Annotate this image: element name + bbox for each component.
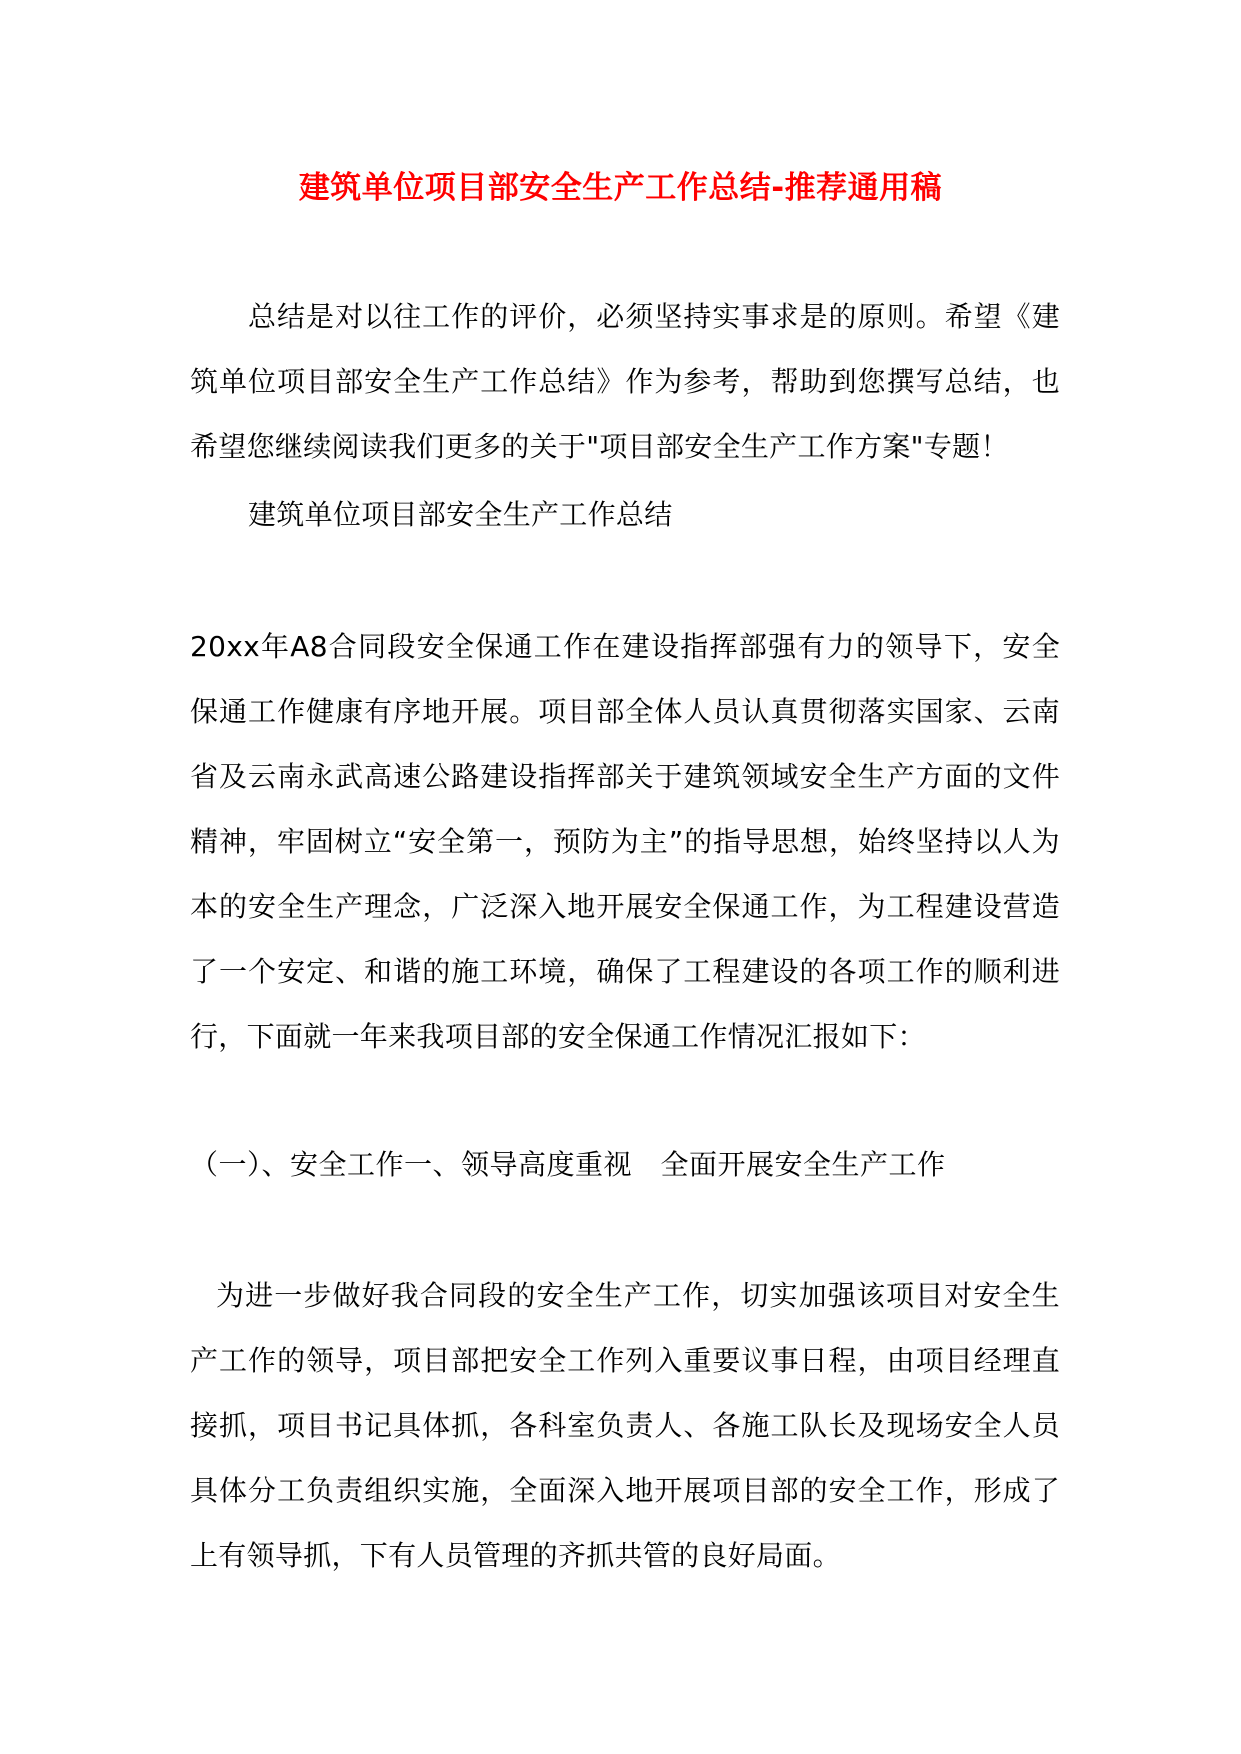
- section-heading: （一）、安全工作一、领导高度重视 全面开展安全生产工作: [190, 1148, 946, 1181]
- document-title: 建筑单位项目部安全生产工作总结-推荐通用稿: [298, 170, 943, 206]
- intro-paragraph: 总结是对以往工作的评价，必须坚持实事求是的原则。希望《建筑单位项目部安全生产工作总结》作为参考，帮助到您撰写总结，也希望您继续阅读我们更多的关于"项目部安全生产工作方案"专题！: [190, 300, 1060, 463]
- body-paragraph: 20xx年A8合同段安全保通工作在建设指挥部强有力的领导下，安全保通工作健康有序地开展。项目部全体人员认真贯彻落实国家、云南省及云南永武高速公路建设指挥部关于建筑领域安全生产方面的文件精神，牢固树立“安全第一，预防为主”的指导思想，始终坚持以人为本的安全生产理念，广泛深入地开展安全保通工作，为工程建设营造了一个安定、和谐的施工环境，确保了工程建设的各项工作的顺利进行，下面就一年来我项目部的安全保通工作情况汇报如下：: [190, 630, 1060, 1053]
- document-subtitle: 建筑单位项目部安全生产工作总结: [248, 498, 673, 531]
- body-paragraph: 为进一步做好我合同段的安全生产工作，切实加强该项目对安全生产工作的领导，项目部把安全工作列入重要议事日程，由项目经理直接抓，项目书记具体抓，各科室负责人、各施工队长及现场安全人员具体分工负责组织实施，全面深入地开展项目部的安全工作，形成了上有领导抓，下有人员管理的齐抓共管的良好局面。: [190, 1279, 1060, 1572]
